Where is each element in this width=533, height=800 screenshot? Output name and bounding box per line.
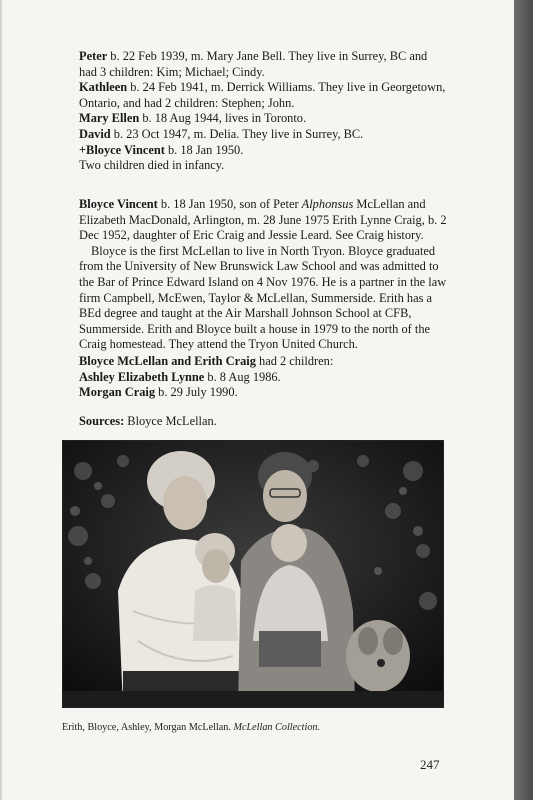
child-entry [79, 127, 447, 143]
child-name: Peter [79, 49, 108, 63]
family-children [79, 354, 447, 401]
child-details: b. 18 Aug 1944, lives in Toronto. [139, 111, 307, 126]
child-entry [79, 111, 447, 127]
intro-italic-name: Alphonsus [301, 197, 354, 211]
caption-credit: McLellan Collection. [233, 722, 321, 733]
child-details: b. 18 Jan 1950. [164, 142, 244, 157]
child-entry [79, 80, 447, 111]
child-entry [79, 143, 447, 159]
kid-name: Ashley Elizabeth Lynne [79, 369, 205, 384]
child-entry [79, 49, 447, 80]
children-note: Two children died in infancy. [79, 158, 225, 173]
caption-text: Erith, Bloyce, Ashley, Morgan McLellan. [62, 722, 234, 733]
child-details: b. 22 Feb 1939, m. Mary Jane Bell. They live in Surrey, BC and had 3 children: Kim; Michael; Cindy. [79, 49, 428, 79]
intro-text-b: McLellan and Elizabeth MacDonald, Arlington, m. 28 June 1975 Erith Lynne Craig, b. 2 Dec 1952, daughter of Eric Craig and Jessie Leard. See Craig history. [79, 197, 447, 243]
page-gutter [0, 0, 3, 800]
kid-details: b. 29 July 1990. [155, 385, 238, 400]
child-details: b. 23 Oct 1947, m. Delia. They live in Surrey, BC. [110, 126, 364, 141]
sources-text: Bloyce McLellan. [124, 414, 217, 428]
family-heading-names: Bloyce McLellan and Erith Craig [79, 354, 256, 368]
child-name: Mary Ellen [79, 111, 140, 126]
family-heading [79, 354, 447, 370]
sources-label: Sources: [79, 414, 125, 428]
page-number: 247 [420, 757, 440, 772]
bloyce-name: Bloyce Vincent [79, 197, 158, 211]
child-details: b. 24 Feb 1941, m. Derrick Williams. They live in Georgetown, Ontario, and had 2 children: Stephen; John. [79, 80, 446, 110]
family-photo [62, 440, 444, 708]
bloyce-body: Bloyce is the first McLellan to live in North Tryon. Bloyce graduated from the University of New Brunswick Law School and was admitted to the Bar of Prince Edward Island on 4 Nov 1976. He is a partner in the law firm Campbell, McEwen, Taylor & McLellan, Summerside. Erith has a BEd degree and taught at the Air Marshall Johnson School at CFB, Summerside. Erith and Bloyce built a house in 1979 to the north of the Craig homestead. They attend the Tryon United Church. [79, 243, 447, 352]
bloyce-section [79, 197, 447, 353]
child-name: Kathleen [79, 80, 128, 95]
child-name: +Bloyce Vincent [79, 142, 165, 157]
child-name: David [79, 126, 111, 141]
kid-entry [79, 370, 447, 386]
kid-name: Morgan Craig [79, 385, 156, 400]
intro-text-a: b. 18 Jan 1950, son of Peter [157, 197, 302, 211]
sources-line [79, 414, 447, 430]
photo-caption [62, 721, 482, 734]
sources [79, 414, 447, 430]
kid-details: b. 8 Aug 1986. [204, 369, 281, 384]
book-binding-edge [514, 0, 533, 800]
children-list [79, 49, 447, 174]
family-photo-image [63, 441, 443, 707]
family-heading-rest: had 2 children: [255, 354, 334, 368]
kid-entry [79, 385, 447, 401]
bloyce-intro [79, 197, 447, 244]
